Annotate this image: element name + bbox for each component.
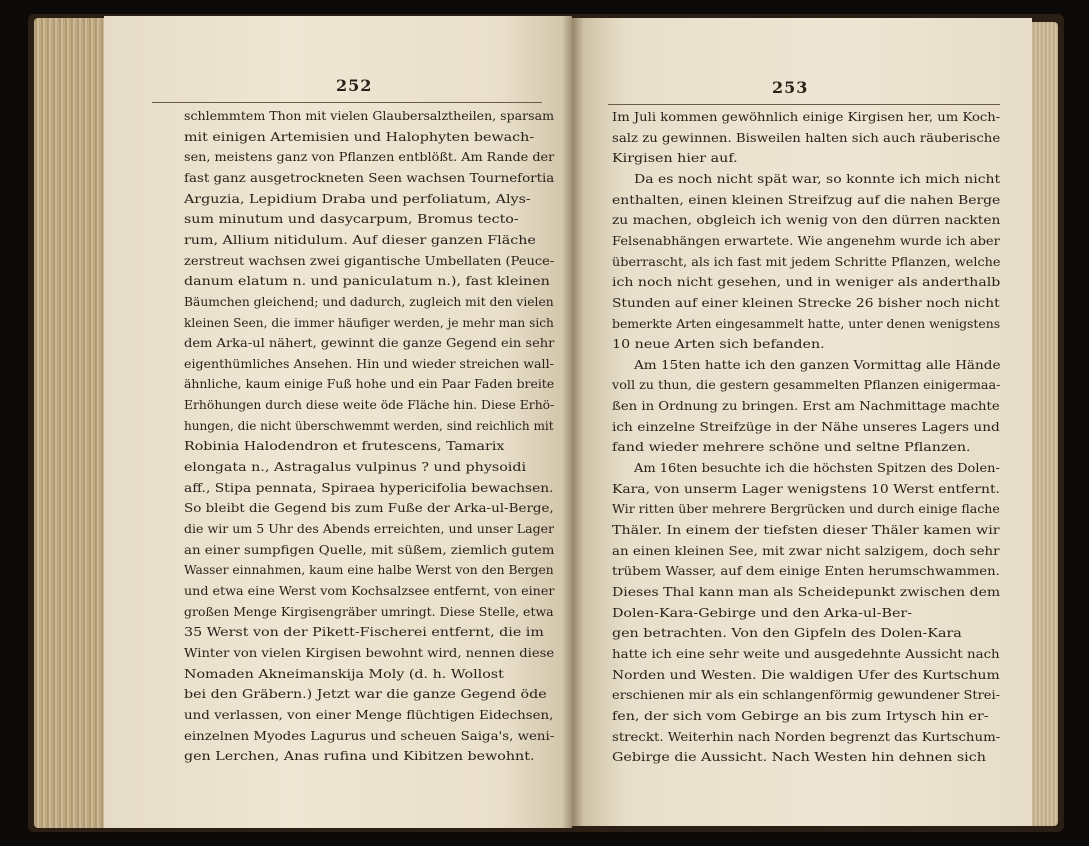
text-line: Winter von vielen Kirgisen bewohnt wird, nennen diese [184, 644, 555, 660]
text-line: fen, der sich vom Gebirge an bis zum Irtysch hin er- [612, 707, 989, 723]
text-line: Gebirge die Aussicht. Nach Westen hin dehnen sich [612, 749, 986, 765]
text-line: Norden und Westen. Die waldigen Ufer des Kurtschum [612, 666, 1000, 682]
text-line: zu machen, obgleich ich wenig von den dürren nackten [612, 212, 1001, 228]
right-page-number: 253 [772, 78, 809, 97]
text-line: So bleibt die Gegend bis zum Fuße der Arka-ul-Berge, [184, 500, 554, 516]
text-line: ich noch nicht gesehen, und in weniger als anderthalb [612, 274, 1001, 290]
text-line: streckt. Weiterhin nach Norden begrenzt das Kurtschum- [612, 728, 1001, 744]
left-page-number: 252 [336, 76, 373, 95]
text-line: bei den Gräbern.) Jetzt war die ganze Gegend öde [184, 686, 547, 702]
text-line: und etwa eine Werst vom Kochsalzsee entfernt, von einer [184, 582, 555, 598]
text-line: mit einigen Artemisien und Halophyten bewach- [184, 128, 535, 144]
text-line: sum minutum und dasycarpum, Bromus tecto- [184, 211, 519, 227]
text-line: salz zu gewinnen. Bisweilen halten sich auch räuberische [612, 129, 1001, 145]
text-line: Thäler. In einem der tiefsten dieser Thäler kamen wir [612, 522, 1000, 537]
text-line: an einen kleinen See, mit zwar nicht salzigem, doch sehr [612, 542, 1000, 558]
page-edges-right [1028, 22, 1058, 826]
text-line: dem Arka-ul nähert, gewinnt die ganze Gegend ein sehr [184, 335, 555, 351]
text-line: Robinia Halodendron et frutescens, Tamarix [184, 438, 505, 454]
text-line: überrascht, als ich fast mit jedem Schritte Pflanzen, welche [612, 253, 1001, 269]
text-line: erschienen mir als ein schlangenförmig gewundener Strei- [612, 687, 1001, 703]
text-line: 35 Werst von der Pikett-Fischerei entfernt, die im [184, 624, 544, 640]
text-line: eigenthümliches Ansehen. Hin und wieder streichen wall- [184, 355, 554, 371]
text-line: voll zu thun, die gestern gesammelten Pflanzen einigermaa- [612, 377, 1001, 393]
text-line: gen betrachten. Von den Gipfeln des Dolen-Kara [612, 625, 962, 641]
text-line: zerstreut wachsen zwei gigantische Umbellaten (Peuce- [184, 252, 555, 268]
page-edges-left [34, 18, 114, 828]
text-line: Im Juli kommen gewöhnlich einige Kirgisen her, um Koch- [612, 109, 1001, 124]
left-page [104, 16, 572, 828]
text-line: Stunden auf einer kleinen Strecke 26 bisher noch nicht [612, 294, 1000, 310]
text-line: Arguzia, Lepidium Draba und perfoliatum, Alys- [184, 190, 531, 206]
text-line: trübem Wasser, auf dem einige Enten herumschwammen. [612, 563, 1000, 579]
text-line: einzelnen Myodes Lagurus und scheuen Saiga's, weni- [184, 727, 555, 743]
text-line: ßen in Ordnung zu bringen. Erst am Nachmittage machte [612, 398, 1000, 414]
text-line: bemerkte Arten eingesammelt hatte, unter denen wenigstens [612, 315, 1001, 331]
text-line: Wir ritten über mehrere Bergrücken und durch einige flache [612, 501, 1000, 517]
text-line: großen Menge Kirgisengräber umringt. Diese Stelle, etwa [184, 603, 554, 619]
text-line: Da es noch nicht spät war, so konnte ich mich nicht [634, 170, 1001, 186]
text-line: Wasser einnahmen, kaum eine halbe Werst von den Bergen [184, 562, 554, 578]
text-line: hungen, die nicht überschwemmt werden, sind reichlich mit [184, 417, 554, 433]
text-line: elongata n., Astragalus vulpinus ? und physoidi [184, 459, 527, 475]
text-line: rum, Allium nitidulum. Auf dieser ganzen Fläche [184, 231, 536, 247]
text-line: gen Lerchen, Anas rufina und Kibitzen bewohnt. [184, 748, 535, 764]
text-line: Am 16ten besuchte ich die höchsten Spitzen des Dolen- [634, 460, 1000, 476]
right-header-rule [608, 104, 1000, 105]
text-line: 10 neue Arten sich befanden. [612, 336, 825, 352]
text-line: Kara, von unserm Lager wenigstens 10 Werst entfernt. [612, 480, 1000, 496]
text-line: aff., Stipa pennata, Spiraea hypericifolia bewachsen. [184, 479, 554, 495]
left-header-rule [152, 102, 542, 103]
text-line: Felsenabhängen erwartete. Wie angenehm wurde ich aber [612, 232, 1000, 248]
text-line: Dieses Thal kann man als Scheidepunkt zwischen dem [612, 583, 1001, 599]
text-line: an einer sumpfigen Quelle, mit süßem, ziemlich gutem [184, 541, 555, 557]
text-line: hatte ich eine sehr weite und ausgedehnte Aussicht nach [612, 645, 1000, 661]
text-line: fand wieder mehrere schöne und seltne Pflanzen. [612, 439, 971, 455]
text-line: ich einzelne Streifzüge in der Nähe unseres Lagers und [612, 418, 1000, 434]
text-line: ähnliche, kaum einige Fuß hohe und ein Paar Faden breite [184, 376, 555, 392]
book-gutter [562, 16, 584, 828]
text-line: Kirgisen hier auf. [612, 150, 738, 166]
text-line: danum elatum n. und paniculatum n.), fast kleinen [184, 273, 550, 289]
text-line: sen, meistens ganz von Pflanzen entblößt. Am Rande der [184, 149, 555, 165]
text-line: Bäumchen gleichend; und dadurch, zugleich mit den vielen [184, 293, 554, 309]
text-line: Am 15ten hatte ich den ganzen Vormittag alle Hände [634, 356, 1001, 372]
text-line: schlemmtem Thon mit vielen Glaubersalztheilen, sparsam [184, 108, 554, 123]
text-line: die wir um 5 Uhr des Abends erreichten, und unser Lager [184, 521, 555, 536]
text-line: Dolen-Kara-Gebirge und den Arka-ul-Ber- [612, 604, 913, 620]
text-line: fast ganz ausgetrockneten Seen wachsen Tournefortia [184, 169, 555, 185]
text-line: und verlassen, von einer Menge flüchtigen Eidechsen, [184, 706, 554, 722]
text-line: enthalten, einen kleinen Streifzug auf die nahen Berge [612, 191, 1001, 207]
text-line: kleinen Seen, die immer häufiger werden, je mehr man sich [184, 314, 554, 330]
text-line: Erhöhungen durch diese weite öde Fläche hin. Diese Erhö- [184, 397, 555, 413]
right-page [572, 18, 1032, 826]
text-line: Nomaden Akneimanskija Moly (d. h. Wollost [184, 665, 504, 681]
